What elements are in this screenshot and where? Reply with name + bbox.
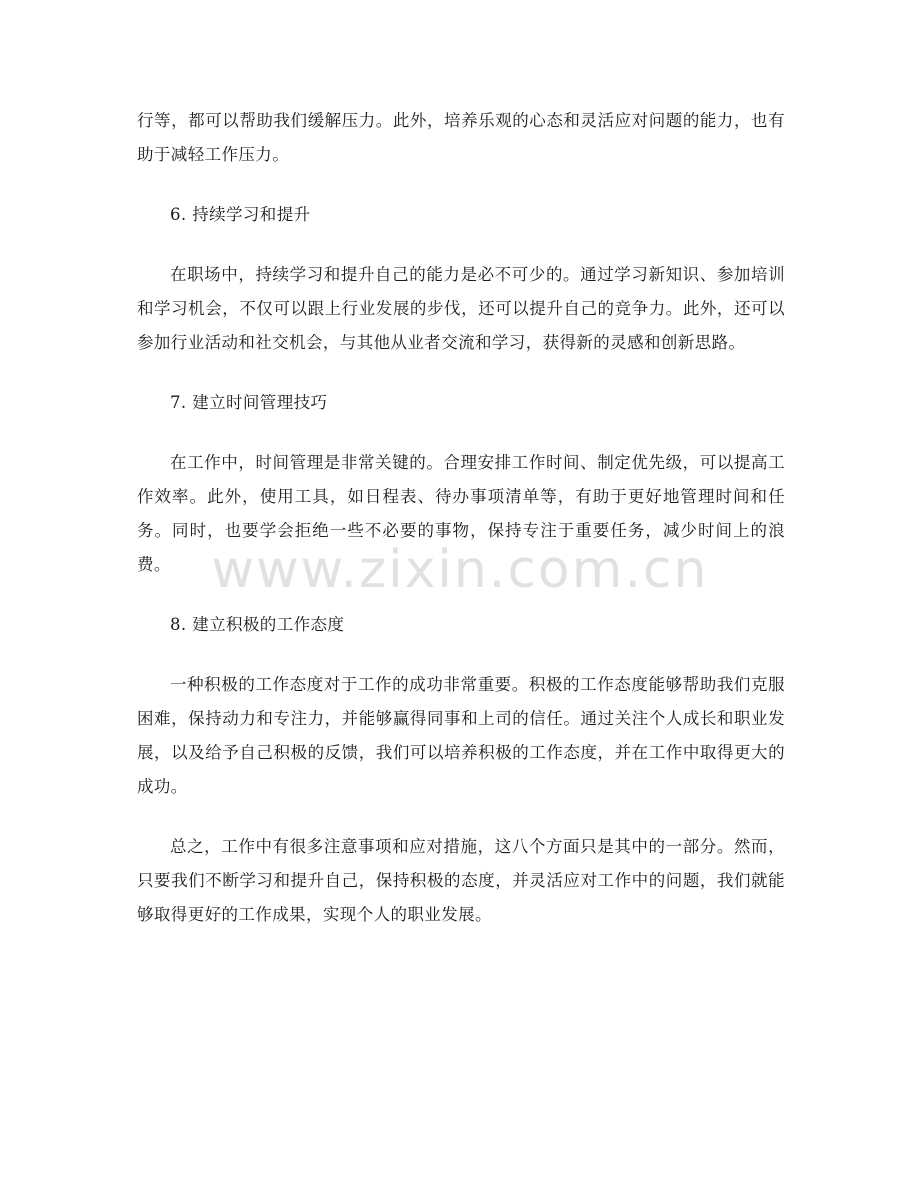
document-body xyxy=(137,104,785,958)
paragraph-time-management: 在工作中，时间管理是非常关键的。合理安排工作时间、制定优先级，可以提高工作效率。此外，使用工具，如日程表、待办事项清单等，有助于更好地管理时间和任务。同时，也要学会拒绝一些不必要的事物，保持专注于重要任务，减少时间上的浪费。 xyxy=(137,453,785,574)
paragraph-positive-attitude: 一种积极的工作态度对于工作的成功非常重要。积极的工作态度能够帮助我们克服困难，保持动力和专注力，并能够赢得同事和上司的信任。通过关注个人成长和职业发展，以及给予自己积极的反馈，我们可以培养积极的工作态度，并在工作中取得更大的成功。 xyxy=(137,675,785,796)
section-heading-6: 6. 持续学习和提升 xyxy=(170,205,311,224)
section-heading-8: 8. 建立积极的工作态度 xyxy=(170,615,345,634)
paragraph-conclusion: 总之，工作中有很多注意事项和应对措施，这八个方面只是其中的一部分。然而，只要我们不断学习和提升自己，保持积极的态度，并灵活应对工作中的问题，我们就能够取得更好的工作成果，实现个人的职业发展。 xyxy=(137,837,785,924)
paragraph-stress-relief-continued: 行等，都可以帮助我们缓解压力。此外，培养乐观的心态和灵活应对问题的能力，也有助于减轻工作压力。 xyxy=(137,111,785,164)
watermark: www.zixin.com.cn xyxy=(211,540,709,600)
section-heading-7: 7. 建立时间管理技巧 xyxy=(170,393,328,412)
paragraph-continuous-learning: 在职场中，持续学习和提升自己的能力是必不可少的。通过学习新知识、参加培训和学习机会，不仅可以跟上行业发展的步伐，还可以提升自己的竞争力。此外，还可以参加行业活动和社交机会，与其他从业者交流和学习，获得新的灵感和创新思路。 xyxy=(137,265,785,352)
